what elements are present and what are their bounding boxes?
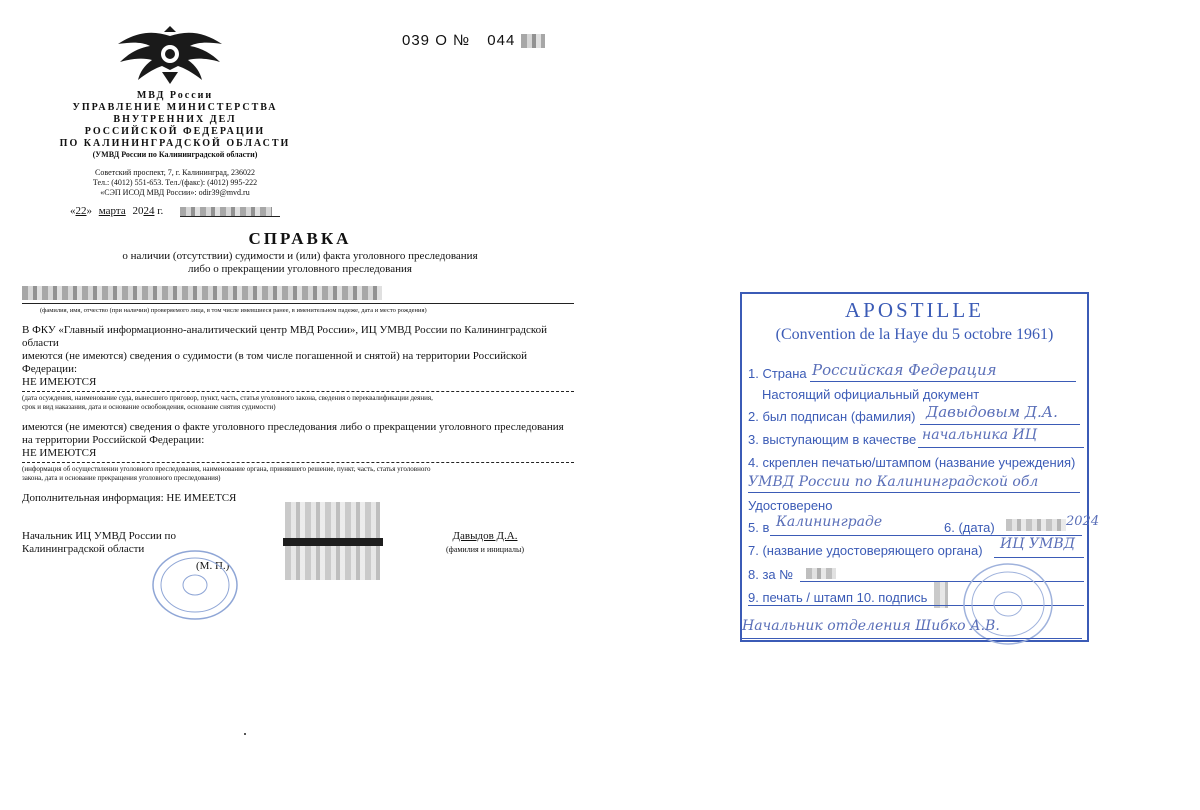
- seal-placeholder: (М. П.): [196, 560, 230, 572]
- header-line-3: ВНУТРЕННИХ ДЕЛ: [113, 114, 237, 125]
- apostille-capacity: начальника ИЦ: [922, 427, 1037, 443]
- apostille-line-2: [920, 424, 1080, 425]
- apostille-place: Калининграде: [776, 514, 883, 530]
- document-number: [402, 32, 545, 49]
- signature-bar: [283, 538, 383, 546]
- apostille-doc-note: Настоящий официальный документ: [762, 387, 980, 402]
- apostille-line-10: [742, 638, 1082, 639]
- signer-position-2: Калининградской области: [22, 543, 145, 555]
- issuer-header: [30, 90, 320, 160]
- apostille-country: Российская Федерация: [812, 361, 997, 379]
- apostille-line-1: [810, 381, 1076, 382]
- apostille-authority: УМВД России по Калининградской обл: [748, 474, 1039, 490]
- para2-answer: НЕ ИМЕЮТСЯ: [22, 447, 97, 459]
- apostille-date: 2024: [1066, 514, 1100, 529]
- header-line-4: РОССИЙСКОЙ ФЕДЕРАЦИИ: [84, 126, 266, 137]
- apostille-line-7: [994, 557, 1084, 558]
- apostille-line-3: [918, 447, 1084, 448]
- address-line-1: Советский проспект, 7, г. Калининград, 236022: [95, 168, 255, 177]
- para1-line-3: имеются (не имеются) сведения о судимости (в том числе погашенной и снятой) на территории Российской: [22, 350, 528, 362]
- redacted-apostille-date: [1006, 519, 1066, 531]
- para2-caption-1: (информация об осуществлении уголовного преследования, наименование органа, принявшего решение, пункт, часть, статья уголовного: [22, 465, 431, 473]
- address-line-2: Тел.: (4012) 551-653. Тел./(факс): (4012) 995-222: [92, 178, 258, 187]
- date-open-quote: «: [70, 205, 76, 217]
- apostille-signed-by: Давыдовым Д.А.: [926, 403, 1058, 421]
- para2-caption: [22, 465, 582, 483]
- prosecution-section: [22, 421, 577, 460]
- apostille-item-1: 1. Страна: [748, 366, 807, 381]
- para1-line-4: Федерации:: [22, 363, 78, 375]
- date-year: 24: [143, 205, 155, 217]
- signer-name-caption: (фамилия и инициалы): [445, 545, 525, 554]
- apostille-item-4: 4. скреплен печатью/штампом (название учреждения): [748, 455, 1076, 470]
- apostille-item-2: 2. был подписан (фамилия): [748, 409, 916, 424]
- date-month: марта: [98, 205, 126, 217]
- apostille-item-7: 7. (название удостоверяющего органа): [748, 543, 983, 558]
- apostille-item-3: 3. выступающим в качестве: [748, 432, 917, 447]
- apostille-line-4: [748, 492, 1080, 493]
- emblem-icon: [112, 26, 228, 86]
- date-close-quote: »: [86, 205, 92, 217]
- official-seal-icon: [150, 548, 240, 622]
- signer-name: Давыдов Д.А.: [452, 530, 518, 542]
- header-line-1: МВД России: [136, 90, 214, 101]
- issue-date: [70, 205, 163, 217]
- para1-line-2: области: [22, 337, 59, 349]
- document-number-prefix: 039 О №: [402, 32, 471, 49]
- apostille-subtitle: (Convention de la Haye du 5 octobre 1961): [775, 326, 1054, 343]
- address-line-3: «СЭП ИСОД МВД России»: odir39@mvd.ru: [100, 188, 250, 197]
- para2-caption-2: закона, дата и основание прекращения уголовного преследования): [22, 474, 221, 482]
- header-line-5: ПО КАЛИНИНГРАДСКОЙ ОБЛАСТИ: [59, 138, 291, 149]
- additional-info: Дополнительная информация: НЕ ИМЕЕТСЯ: [22, 492, 237, 504]
- apostille-certifying-body: ИЦ УМВД: [1000, 536, 1075, 552]
- name-underline: [22, 303, 574, 304]
- para1-answer: НЕ ИМЕЮТСЯ: [22, 376, 97, 388]
- name-caption: (фамилия, имя, отчество (при наличии) проверяемого лица, в том числе имевшиеся ранее, в именительном падеже, дата и место рождения): [40, 307, 427, 314]
- apostille-certified: Удостоверено: [748, 498, 833, 513]
- para1-line-1: В ФКУ «Главный информационно-аналитический центр МВД России», ИЦ УМВД России по Калининградской: [22, 324, 548, 336]
- apostille-signer: Начальник отделения Шибко А.В.: [742, 618, 1000, 634]
- apostille-item-5: 5. в: [748, 520, 770, 535]
- signer-position-1: Начальник ИЦ УМВД России по: [22, 530, 176, 542]
- date-ref-underline: [180, 216, 280, 217]
- apostille-item-6: 6. (дата): [944, 520, 995, 535]
- certificate-title: СПРАВКА: [248, 229, 352, 248]
- para1-caption-1: (дата осуждения, наименование суда, вынесшего приговор, пункт, часть, статья уголовного закона, сведения о переквалификации деяния,: [22, 394, 433, 402]
- apostille-item-9: 9. печать / штамп 10. подпись: [748, 590, 928, 605]
- date-suffix: г.: [157, 205, 164, 217]
- date-year-prefix: 20: [132, 205, 144, 217]
- header-line-2: УПРАВЛЕНИЕ МИНИСТЕРСТВА: [72, 102, 278, 113]
- para1-divider: [22, 391, 574, 392]
- apostille-item-8: 8. за №: [748, 567, 794, 582]
- certificate-subtitle-1: о наличии (отсутствии) судимости и (или) факта уголовного преследования: [122, 250, 478, 262]
- document-number-value: 044: [487, 32, 516, 49]
- criminal-record-section: [22, 324, 577, 389]
- date-day: 22: [75, 205, 87, 217]
- redacted-apostille-number: [806, 568, 836, 579]
- para1-caption: [22, 394, 582, 412]
- redacted-person-name: [22, 286, 382, 300]
- para2-line-2: на территории Российской Федерации:: [22, 434, 205, 446]
- para1-caption-2: срок и вид наказания, дата и основание освобождения, основание снятия судимости): [22, 403, 276, 411]
- para2-divider: [22, 462, 574, 463]
- apostille-seal-icon: [960, 560, 1056, 648]
- apostille-title: APOSTILLE: [845, 298, 984, 322]
- redacted-number: [521, 34, 545, 48]
- issuer-address: [30, 168, 320, 198]
- scan-speck: [244, 733, 246, 735]
- certificate-subtitle-2: либо о прекращении уголовного преследования: [188, 263, 412, 275]
- para2-line-1: имеются (не имеются) сведения о факте уголовного преследования либо о прекращении уголовного преследования: [22, 421, 564, 433]
- header-line-6: (УМВД России по Калининградской области): [92, 150, 258, 159]
